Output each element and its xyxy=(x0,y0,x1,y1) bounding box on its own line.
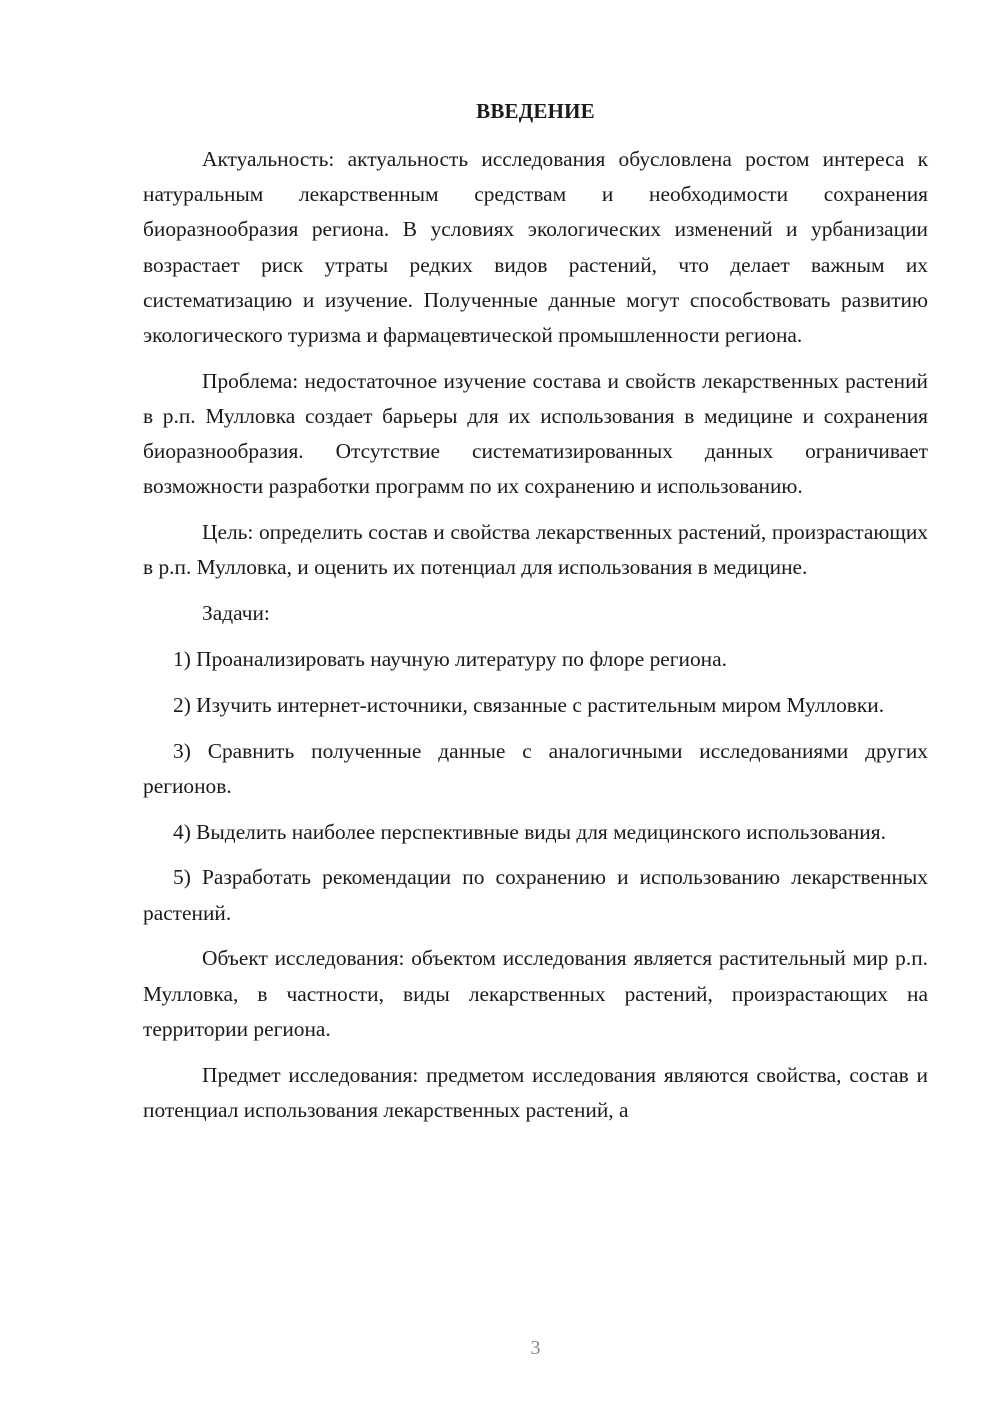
task-item-3: 3) Сравнить полученные данные с аналогичными исследованиями других регионов. xyxy=(143,738,928,798)
document-body xyxy=(143,142,928,1139)
task-item-4: 4) Выделить наиболее перспективные виды для медицинского использования. xyxy=(173,819,886,844)
paragraph-goal: Цель: определить состав и свойства лекарственных растений, произрастающих в р.п. Мулловка, и оценить их потенциал для использования в медицине. xyxy=(143,520,928,580)
paragraph-subject: Предмет исследования: предметом исследования являются свойства, состав и потенциал использования лекарственных растений, а xyxy=(143,1062,928,1122)
task-item-1: 1) Проанализировать научную литературу по флоре региона. xyxy=(173,647,727,672)
paragraph-problem: Проблема: недостаточное изучение состава и свойств лекарственных растений в р.п. Мулловка создает барьеры для их использования в медицине и сохранения биоразнообразия. Отсутствие систематизированных данных ограничивает возможности разработки программ по их сохранению и использованию. xyxy=(143,368,928,499)
task-item-5: 5) Разработать рекомендации по сохранению и использованию лекарственных растений. xyxy=(143,865,928,925)
document-page xyxy=(143,0,928,1414)
paragraph-tasks-heading: Задачи: xyxy=(202,601,270,626)
paragraph-relevance: Актуальность: актуальность исследования обусловлена ростом интереса к натуральным лекарственным средствам и необходимости сохранения биоразнообразия региона. В условиях экологических изменений и урбанизации возрастает риск утраты редких видов растений, что делает важным их систематизацию и изучение. Полученные данные могут способствовать развитию экологического туризма и фармацевтической промышленности региона. xyxy=(143,147,928,348)
paragraph-object: Объект исследования: объектом исследования является растительный мир р.п. Мулловка, в частности, виды лекарственных растений, произрастающих на территории региона. xyxy=(143,946,928,1041)
task-item-2: 2) Изучить интернет-источники, связанные с растительным миром Мулловки. xyxy=(173,692,885,717)
page-number: 3 xyxy=(530,1337,541,1359)
section-title: ВВЕДЕНИЕ xyxy=(476,99,595,123)
